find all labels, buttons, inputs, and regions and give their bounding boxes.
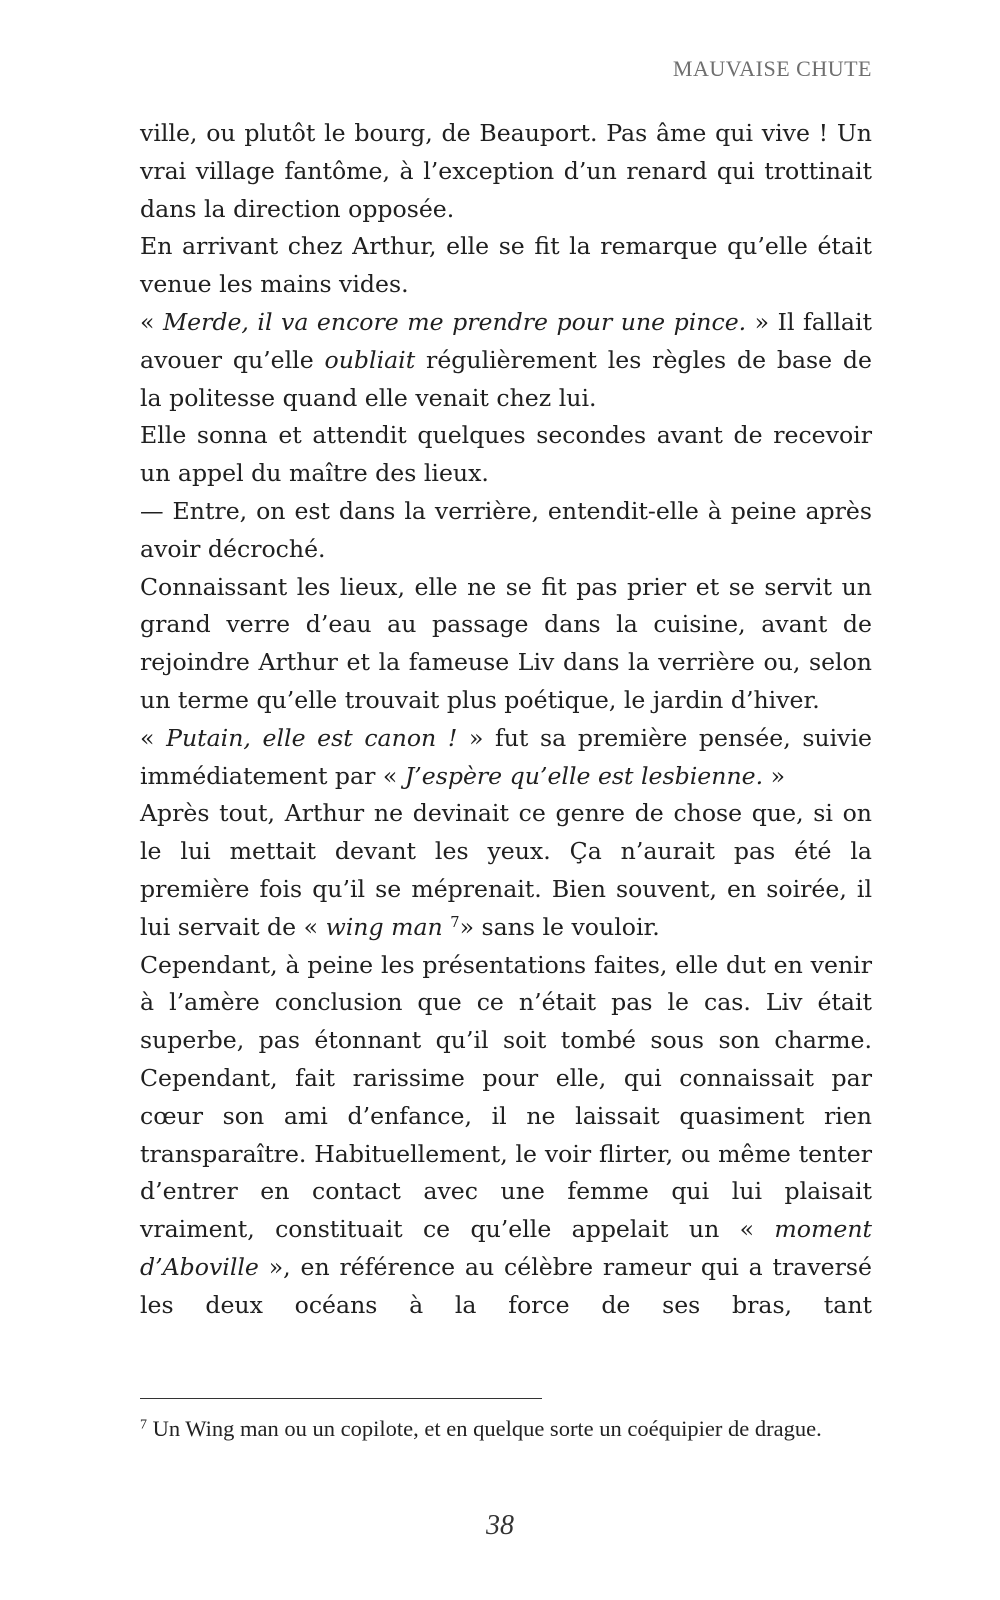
text-run: », en référence au célèbre rameur qui a traversé les deux océans à la force de ses bras, tant bbox=[140, 1252, 872, 1319]
italic-text: moment d’Aboville bbox=[140, 1215, 872, 1281]
footnote-marker: 7 bbox=[140, 1417, 147, 1433]
italic-text: Merde, il va encore me prendre pour une pince. bbox=[162, 307, 747, 336]
paragraph bbox=[140, 795, 872, 946]
italic-text: J’espère qu’elle est lesbienne. bbox=[404, 761, 764, 790]
paragraph bbox=[140, 720, 872, 796]
footnote-text: Un Wing man ou un copilote, et en quelque sorte un coéquipier de drague. bbox=[146, 1416, 822, 1441]
italic-text: wing man bbox=[325, 912, 443, 941]
running-head: MAUVAISE CHUTE bbox=[672, 56, 872, 81]
text-run: En arrivant chez Arthur, elle se fit la remarque qu’elle était venue les mains vides. bbox=[140, 232, 872, 299]
italic-text: Putain, elle est canon ! bbox=[166, 723, 458, 752]
paragraph bbox=[140, 304, 872, 417]
paragraph bbox=[140, 228, 872, 304]
text-run: » sans le vouloir. bbox=[459, 912, 660, 941]
paragraph bbox=[140, 947, 872, 1325]
text-run: Cependant, à peine les présentations faites, elle dut en venir à l’amère conclusion que ce n’était pas le cas. Liv était superbe, pas étonnant qu’il soit tombé sous son charme. Cependant, fait rarissime pour elle, qui connaissait par cœur son ami d’enfance, il ne laissait quasiment rien transparaître. Habituellement, le voir flirter, ou même tenter d’entrer en contact avec une femme qui lui plaisait vraiment, constituait ce qu’elle appelait un « bbox=[140, 950, 872, 1244]
paragraph bbox=[140, 569, 872, 720]
text-run: Elle sonna et attendit quelques secondes avant de recevoir un appel du maître des lieux. bbox=[140, 421, 872, 488]
text-run: » fut sa première pensée, suivie immédiatement par « bbox=[140, 723, 873, 790]
text-run: « bbox=[140, 723, 167, 752]
footnote bbox=[140, 1413, 872, 1444]
text-run: Après tout, Arthur ne devinait ce genre de chose que, si on le lui mettait devant les yeux. Ça n’aurait pas été la première fois qu’il se méprenait. Bien souvent, en soirée, il lui servait de « bbox=[140, 799, 872, 941]
paragraph bbox=[140, 115, 872, 228]
footnote-separator bbox=[140, 1398, 542, 1399]
text-run: » bbox=[763, 761, 786, 790]
italic-text: oubliait bbox=[324, 345, 416, 374]
text-run: régulièrement les règles de base de la politesse quand elle venait chez lui. bbox=[140, 345, 872, 412]
page-number: 38 bbox=[486, 1510, 514, 1541]
text-run: ville, ou plutôt le bourg, de Beauport. Pas âme qui vive ! Un vrai village fantôme, à l’exception d’un renard qui trottinait dans la direction opposée. bbox=[140, 119, 872, 223]
text-run: — Entre, on est dans la verrière, entendit-elle à peine après avoir décroché. bbox=[140, 496, 872, 563]
footnote-reference: 7 bbox=[450, 913, 460, 931]
body-text bbox=[140, 115, 872, 1325]
paragraph bbox=[140, 417, 872, 493]
text-run: « bbox=[140, 307, 163, 336]
footnote-paragraph bbox=[140, 1413, 872, 1444]
text-run: Connaissant les lieux, elle ne se fit pas prier et se servit un grand verre d’eau au passage dans la cuisine, avant de rejoindre Arthur et la fameuse Liv dans la verrière ou, selon un terme qu’elle trouvait plus poétique, le jardin d’hiver. bbox=[140, 572, 872, 714]
text-run: » Il fallait avouer qu’elle bbox=[140, 307, 872, 374]
paragraph bbox=[140, 493, 872, 569]
